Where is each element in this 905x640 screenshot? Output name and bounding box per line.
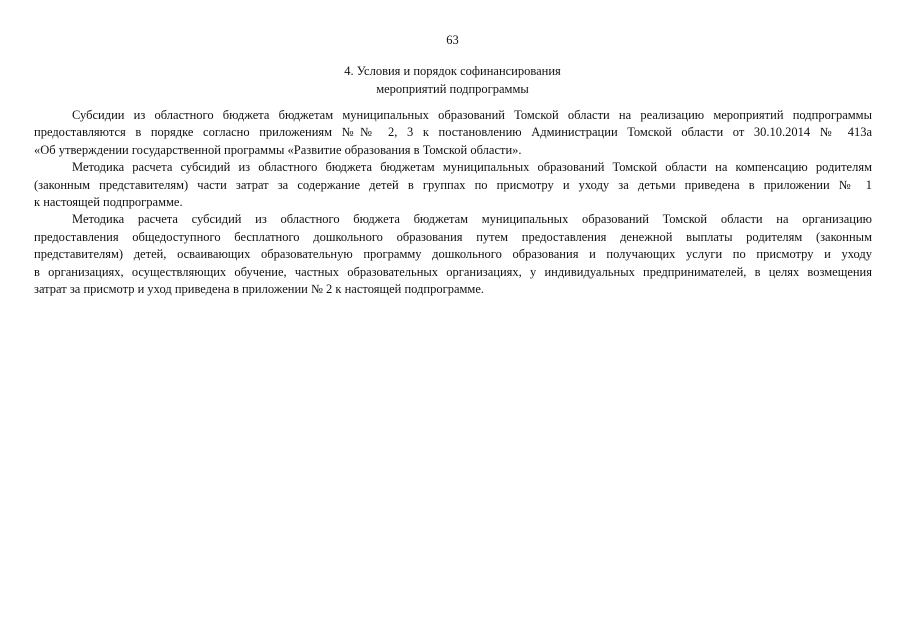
paragraph-line: (законным представителям) части затрат за содержание детей в группах по присмотру и уходу за детьми приведена в приложении № 1 — [34, 177, 872, 192]
paragraph-line: представителям) детей, осваивающих образовательную программу дошкольного образования и получающих услуги по присмотру и уходу — [34, 247, 872, 262]
paragraph-2 — [34, 159, 872, 211]
section-heading-line-1: 4. Условия и порядок софинансирования — [344, 64, 561, 78]
paragraph-line: «Об утверждении государственной программы «Развитие образования в Томской области». — [34, 142, 522, 157]
paragraph-line: предоставляются в порядке согласно приложениям №№ 2, 3 к постановлению Администрации Томской области от 30.10.2014 № 413а — [34, 125, 872, 140]
section-heading — [0, 62, 905, 98]
paragraph-1 — [34, 107, 872, 159]
paragraph-3 — [34, 211, 872, 298]
paragraph-line: Субсидии из областного бюджета бюджетам муниципальных образований Томской области на реализацию мероприятий подпрограммы — [72, 108, 872, 122]
section-heading-line-2: мероприятий подпрограммы — [376, 82, 529, 96]
paragraph-line: затрат за присмотр и уход приведена в приложении № 2 к настоящей подпрограмме. — [34, 282, 484, 297]
paragraph-line: в организациях, осуществляющих обучение, частных образовательных организациях, у индивидуальных предпринимателей, в целях возмещения — [34, 264, 872, 279]
paragraph-line: Методика расчета субсидий из областного бюджета бюджетам муниципальных образований Томской области на организацию — [72, 212, 872, 227]
body-text — [34, 107, 872, 298]
page-number: 63 — [446, 33, 459, 47]
paragraph-line: Методика расчета субсидий из областного бюджета бюджетам муниципальных образований Томской области на компенсацию родителям — [72, 160, 872, 175]
paragraph-line: к настоящей подпрограмме. — [34, 195, 183, 210]
paragraph-line: предоставления общедоступного бесплатного дошкольного образования путем предоставления денежной выплаты родителям (законным — [34, 229, 872, 244]
